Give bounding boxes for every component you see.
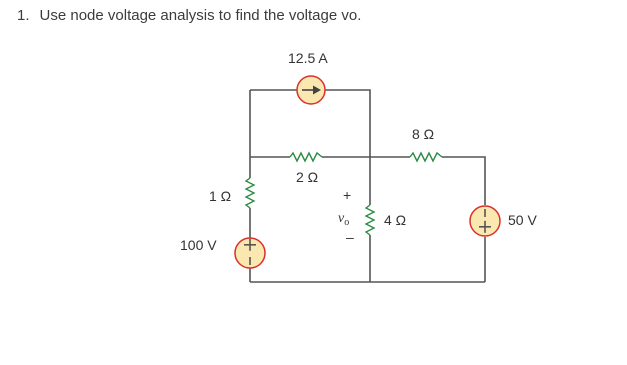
vo-label [338, 211, 349, 228]
vo-subscript: o [344, 217, 350, 228]
resistor-8-ohm [410, 153, 442, 161]
voltage-source-50v [470, 206, 500, 236]
question-prompt: Use node voltage analysis to find the voltage vo. [39, 7, 362, 24]
resistor-2-ohm-label: 2 Ω [296, 169, 319, 185]
voltage-source-50v-label: 50 V [508, 212, 537, 228]
resistor-2-ohm [290, 153, 322, 161]
minus-sign [249, 257, 251, 265]
resistor-8-ohm-label: 8 Ω [412, 126, 435, 142]
vo-plus: + [343, 187, 352, 203]
minus-sign [484, 209, 486, 217]
resistor-1-ohm [246, 178, 254, 208]
current-source [297, 76, 325, 104]
plus-sign-v [249, 239, 251, 251]
resistor-4-ohm [366, 205, 374, 235]
voltage-source-100v [235, 238, 265, 268]
vo-minus: – [346, 229, 354, 245]
question-number: 1. [17, 7, 30, 24]
vo-label-main: v [338, 211, 345, 226]
wires [250, 90, 485, 282]
resistor-4-ohm-label: 4 Ω [384, 212, 407, 228]
current-source-label: 12.5 A [288, 50, 328, 66]
voltage-source-100v-label: 100 V [180, 237, 217, 253]
resistor-1-ohm-label: 1 Ω [209, 188, 232, 204]
plus-sign-v [484, 221, 486, 233]
